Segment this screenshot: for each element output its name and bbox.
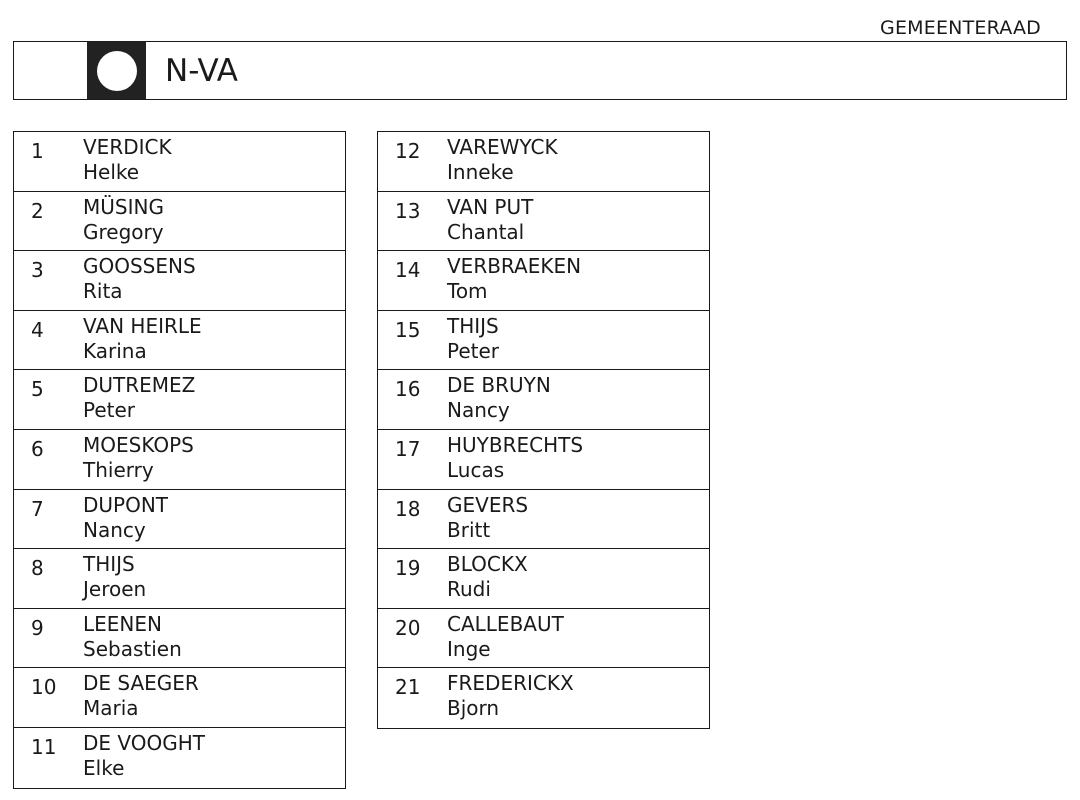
candidate-last-name: HUYBRECHTS — [447, 432, 584, 457]
candidate-item[interactable] — [378, 609, 709, 669]
candidate-last-name: FREDERICKX — [447, 671, 574, 696]
candidate-item[interactable] — [14, 251, 345, 311]
candidate-first-name: Nancy — [447, 398, 510, 423]
candidate-last-name: MOESKOPS — [83, 432, 194, 457]
candidate-first-name: Rita — [83, 279, 123, 304]
candidate-first-name: Peter — [447, 338, 500, 363]
candidate-item[interactable] — [14, 668, 345, 728]
candidate-first-name: Tom — [447, 279, 488, 304]
party-name: N-VA — [165, 53, 238, 89]
candidate-first-name: Gregory — [83, 219, 164, 244]
candidate-first-name: Jeroen — [83, 577, 147, 602]
candidate-item[interactable] — [14, 430, 345, 490]
candidate-item[interactable] — [14, 132, 345, 192]
candidate-item[interactable] — [14, 311, 345, 371]
candidate-last-name: DE BRUYN — [447, 373, 551, 398]
candidate-first-name: Maria — [83, 696, 139, 721]
election-type-label: GEMEENTERAAD — [880, 17, 1041, 39]
candidate-last-name: DUPONT — [83, 492, 169, 517]
candidate-number: 19 — [395, 556, 421, 581]
candidate-item[interactable] — [378, 549, 709, 609]
candidate-first-name: Helke — [83, 160, 140, 184]
candidate-last-name: GOOSSENS — [83, 254, 196, 279]
party-header — [13, 41, 1067, 100]
candidate-first-name: Thierry — [83, 457, 154, 482]
candidate-number: 16 — [395, 377, 421, 402]
candidate-last-name: VAREWYCK — [447, 135, 558, 159]
candidate-item[interactable] — [378, 192, 709, 252]
candidate-last-name: VAN HEIRLE — [83, 313, 202, 338]
candidate-item[interactable] — [378, 311, 709, 371]
candidate-number: 8 — [31, 556, 44, 581]
candidate-last-name: THIJS — [447, 313, 499, 338]
candidate-first-name: Bjorn — [447, 696, 500, 721]
candidate-item[interactable] — [14, 549, 345, 609]
party-vote-circle-icon — [97, 51, 137, 91]
candidate-last-name: DE SAEGER — [83, 671, 199, 696]
candidate-last-name: BLOCKX — [447, 552, 528, 577]
candidate-number: 12 — [395, 139, 421, 163]
candidate-last-name: VERBRAEKEN — [447, 254, 582, 279]
candidate-number: 17 — [395, 436, 421, 461]
candidate-last-name: GEVERS — [447, 492, 529, 517]
candidate-last-name: VERDICK — [83, 135, 172, 159]
candidate-list-column-right — [377, 131, 710, 729]
candidate-number: 20 — [395, 615, 421, 640]
candidate-last-name: CALLEBAUT — [447, 611, 564, 636]
candidate-item[interactable] — [378, 132, 709, 192]
candidate-number: 21 — [395, 675, 421, 700]
candidate-list-column-left — [13, 131, 346, 789]
candidate-number: 6 — [31, 436, 44, 461]
candidate-number: 14 — [395, 258, 421, 283]
candidate-first-name: Inneke — [447, 160, 514, 184]
candidate-number: 15 — [395, 317, 421, 342]
candidate-item[interactable] — [14, 192, 345, 252]
candidate-item[interactable] — [378, 251, 709, 311]
candidate-first-name: Lucas — [447, 457, 505, 482]
candidate-item[interactable] — [14, 728, 345, 788]
candidate-first-name: Peter — [83, 398, 136, 423]
candidate-item[interactable] — [14, 609, 345, 669]
candidate-number: 3 — [31, 258, 44, 283]
candidate-number: 5 — [31, 377, 44, 402]
candidate-item[interactable] — [378, 430, 709, 490]
candidate-first-name: Elke — [83, 755, 125, 780]
candidate-first-name: Britt — [447, 517, 491, 542]
candidate-first-name: Sebastien — [83, 636, 182, 661]
candidate-last-name: LEENEN — [83, 611, 162, 636]
candidate-number: 18 — [395, 496, 421, 521]
candidate-last-name: THIJS — [83, 552, 135, 577]
candidate-number: 2 — [31, 198, 44, 223]
candidate-item[interactable] — [14, 370, 345, 430]
candidate-first-name: Rudi — [447, 577, 491, 602]
candidate-number: 9 — [31, 615, 44, 640]
candidate-last-name: MÜSING — [83, 194, 164, 219]
candidate-number: 11 — [31, 734, 57, 759]
candidate-last-name: DE VOOGHT — [83, 730, 205, 755]
candidate-last-name: VAN PUT — [447, 194, 534, 219]
candidate-first-name: Chantal — [447, 219, 525, 244]
candidate-first-name: Karina — [83, 338, 147, 363]
candidate-first-name: Nancy — [83, 517, 146, 542]
candidate-number: 13 — [395, 198, 421, 223]
candidate-first-name: Inge — [447, 636, 491, 661]
candidate-item[interactable] — [14, 490, 345, 550]
candidate-last-name: DUTREMEZ — [83, 373, 196, 398]
party-list-vote-button[interactable] — [87, 42, 146, 99]
candidate-number: 1 — [31, 139, 44, 163]
candidate-number: 7 — [31, 496, 44, 521]
candidate-item[interactable] — [378, 668, 709, 728]
candidate-number: 4 — [31, 317, 44, 342]
candidate-item[interactable] — [378, 490, 709, 550]
candidate-item[interactable] — [378, 370, 709, 430]
candidate-number: 10 — [31, 675, 57, 700]
